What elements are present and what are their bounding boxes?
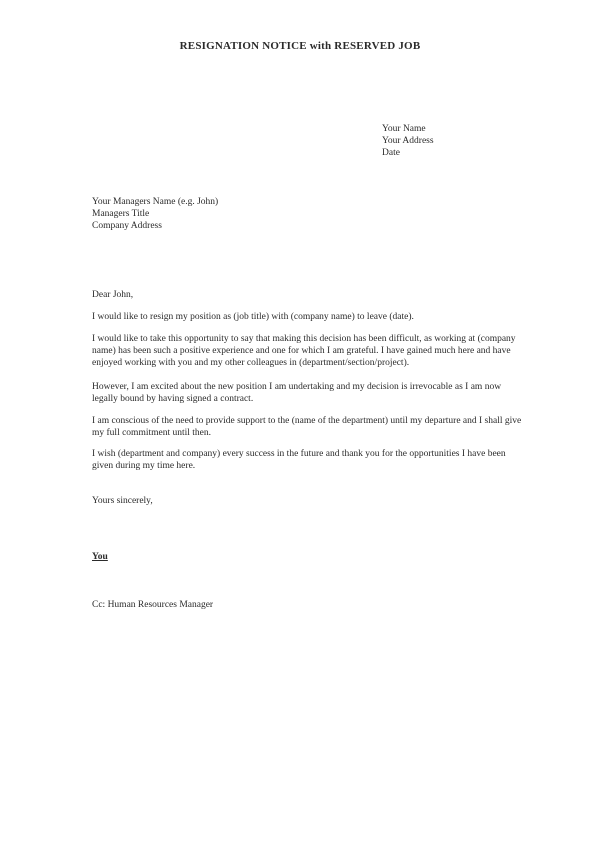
paragraph-commitment: I am conscious of the need to provide support to the (name of the department) until my departure and I shall give my full commitment until then.: [92, 416, 522, 438]
salutation: Dear John,: [92, 290, 134, 300]
paragraph-gratitude: I would like to take this opportunity to say that making this decision has been difficult, as working at (company name) has been such a positive experience and one for which I am grateful. I have gained much here and have enjoyed working with you and my other colleagues in (department/section/project).: [92, 334, 516, 368]
paragraph-resignation-statement: I would like to resign my position as (job title) with (company name) to leave (date).: [92, 312, 414, 322]
recipient-company-address: Company Address: [92, 221, 162, 231]
signature-name: You: [92, 552, 108, 562]
paragraph-irrevocable-decision: However, I am excited about the new position I am undertaking and my decision is irrevocable as I am now legally bound by having signed a contract.: [92, 382, 502, 404]
sender-name: Your Name: [382, 124, 426, 134]
recipient-block: [92, 196, 600, 232]
letter-body: [92, 289, 522, 611]
recipient-manager-title: Managers Title: [92, 209, 150, 219]
paragraph-well-wishes: I wish (department and company) every success in the future and thank you for the opportunities I have been given during my time here.: [92, 449, 506, 471]
letter-title: RESIGNATION NOTICE with RESERVED JOB: [179, 40, 421, 52]
cc-line: Cc: Human Resources Manager: [92, 600, 214, 610]
sender-date: Date: [382, 148, 400, 158]
sender-block: [382, 123, 600, 159]
sender-address: Your Address: [382, 136, 434, 146]
recipient-manager-name: Your Managers Name (e.g. John): [92, 197, 219, 207]
closing: Yours sincerely,: [92, 496, 153, 506]
